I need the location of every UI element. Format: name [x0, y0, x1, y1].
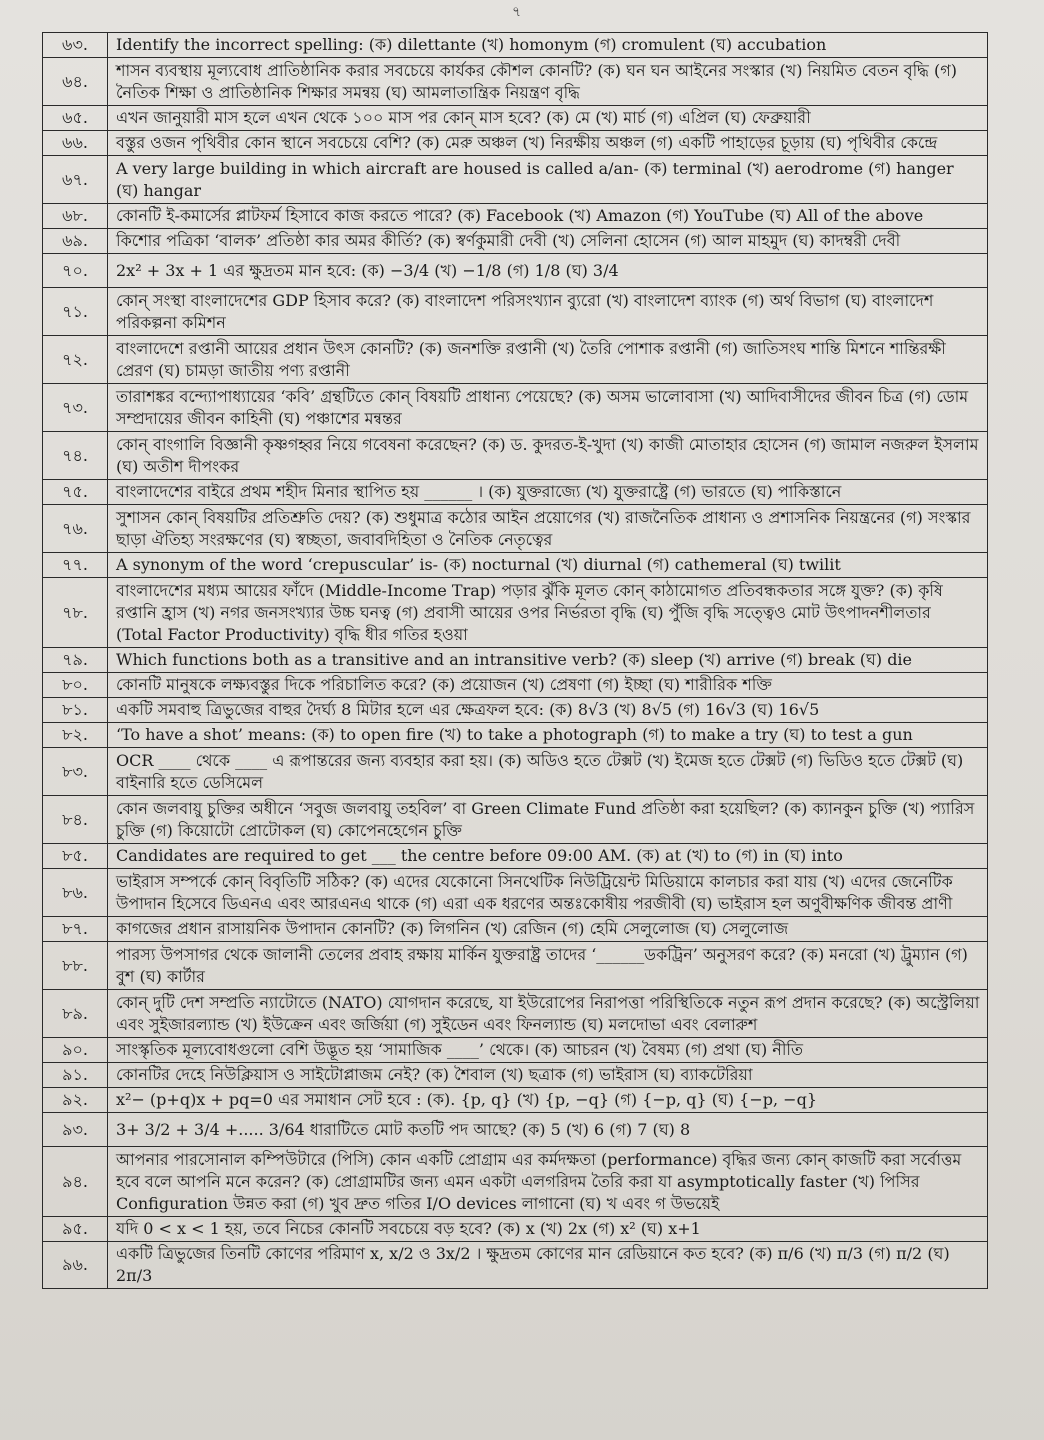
question-text: OCR ____ থেকে ____ এ রূপান্তরের জন্য ব্যবহার করা হয়। (ক) অডিও হতে টেক্সট (খ) ইমেজ হতে টেক্সট (গ) ভিডিও হতে টেক্সট (ঘ) বাইনারি হতে ডেসিমেল [108, 748, 988, 796]
question-row [43, 673, 988, 698]
question-text: কোনটি ই-কমার্সের প্লাটফর্ম হিসাবে কাজ করতে পারে? (ক) Facebook (খ) Amazon (গ) YouTube (ঘ) All of the above [108, 204, 988, 229]
question-text: ভাইরাস সম্পর্কে কোন্ বিবৃতিটি সঠিক? (ক) এদের যেকোনো সিনথেটিক নিউট্রিয়েন্ট মিডিয়ামে কালচার করা যায় (খ) এদের জেনেটিক উপাদান হিসেবে ডিএনএ এবং আরএনএ থাকে (গ) এরা এক ধরণের অন্তঃকোষীয় পরজীবী (ঘ) ভাইরাস হল অণুবীক্ষণিক জীবন্ত প্রাণী [108, 869, 988, 917]
question-text: কোন জলবায়ু চুক্তির অধীনে ‘সবুজ জলবায়ু তহবিল’ বা Green Climate Fund প্রতিষ্ঠা করা হয়েছিল? (ক) ক্যানকুন চুক্তি (খ) প্যারিস চুক্তি (গ) কিয়োটো প্রোটোকল (ঘ) কোপেনহেগেন চুক্তি [108, 796, 988, 844]
question-number: ৯২. [43, 1088, 108, 1113]
question-text: 3+ 3/2 + 3/4 +..... 3/64 ধারাটিতে মোট কতটি পদ আছে? (ক) 5 (খ) 6 (গ) 7 (ঘ) 8 [108, 1113, 988, 1147]
question-text: যদি 0 < x < 1 হয়, তবে নিচের কোনটি সবচেয়ে বড় হবে? (ক) x (খ) 2x (গ) x² (ঘ) x+1 [108, 1217, 988, 1242]
question-text: একটি সমবাহু ত্রিভুজের বাহুর দৈর্ঘ্য 8 মিটার হলে এর ক্ষেত্রফল হবে: (ক) 8√3 (খ) 8√5 (গ) 16√3 (ঘ) 16√5 [108, 698, 988, 723]
question-row [43, 578, 988, 648]
question-row [43, 1147, 988, 1217]
question-text: A synonym of the word ‘crepuscular’ is- (ক) nocturnal (খ) diurnal (গ) cathemeral (ঘ) twilit [108, 553, 988, 578]
question-number: ৭৬. [43, 505, 108, 553]
question-row [43, 505, 988, 553]
question-number: ৬৯. [43, 229, 108, 254]
question-text: আপনার পারসোনাল কম্পিউটারে (পিসি) কোন একটি প্রোগ্রাম এর কর্মদক্ষতা (performance) বৃদ্ধির জন্য কোন্ কাজটি করা সর্বোত্তম হবে বলে আপনি মনে করেন? (ক) প্রোগ্রামটির জন্য এমন একটা এলগরিদম তৈরি করা যা asymptotically faster (খ) পিসির Configuration উন্নত করা (গ) খুব দ্রুত গতির I/O devices লাগানো (ঘ) খ এবং গ উভয়েই [108, 1147, 988, 1217]
question-text: A very large building in which aircraft are housed is called a/an- (ক) terminal (খ) aerodrome (গ) hanger (ঘ) hangar [108, 156, 988, 204]
question-row [43, 917, 988, 942]
question-row [43, 869, 988, 917]
question-row [43, 1217, 988, 1242]
question-text: Which functions both as a transitive and an intransitive verb? (ক) sleep (খ) arrive (গ) break (ঘ) die [108, 648, 988, 673]
question-number: ৮৬. [43, 869, 108, 917]
question-number: ৮১. [43, 698, 108, 723]
question-number: ৯৫. [43, 1217, 108, 1242]
question-text: কোন্ সংস্থা বাংলাদেশের GDP হিসাব করে? (ক) বাংলাদেশ পরিসংখ্যান ব্যুরো (খ) বাংলাদেশ ব্যাংক (গ) অর্থ বিভাগ (ঘ) বাংলাদেশ পরিকল্পনা কমিশন [108, 288, 988, 336]
question-text: কাগজের প্রধান রাসায়নিক উপাদান কোনটি? (ক) লিগনিন (খ) রেজিন (গ) হেমি সেলুলোজ (ঘ) সেলুলোজ [108, 917, 988, 942]
question-number: ৮৪. [43, 796, 108, 844]
question-number: ৮৩. [43, 748, 108, 796]
question-row [43, 1038, 988, 1063]
question-row [43, 254, 988, 288]
question-number: ৭৭. [43, 553, 108, 578]
question-row [43, 990, 988, 1038]
question-text: সাংস্কৃতিক মূল্যবোধগুলো বেশি উদ্ভূত হয় ‘সামাজিক ____’ থেকে। (ক) আচরন (খ) বৈষম্য (গ) প্রথা (ঘ) নীতি [108, 1038, 988, 1063]
question-row [43, 156, 988, 204]
question-number: ৮৮. [43, 942, 108, 990]
question-row [43, 204, 988, 229]
question-number: ৮৯. [43, 990, 108, 1038]
question-number: ৯৩. [43, 1113, 108, 1147]
question-text: Identify the incorrect spelling: (ক) dilettante (খ) homonym (গ) cromulent (ঘ) accubation [108, 33, 988, 58]
question-number: ৮০. [43, 673, 108, 698]
question-text: x²− (p+q)x + pq=0 এর সমাধান সেট হবে : (ক). {p, q} (খ) {p, −q} (গ) {−p, q} (ঘ) {−p, −q} [108, 1088, 988, 1113]
question-text: একটি ত্রিভুজের তিনটি কোণের পরিমাণ x, x/2 ও 3x/2 । ক্ষুদ্রতম কোণের মান রেডিয়ানে কত হবে? (ক) π/6 (খ) π/3 (গ) π/2 (ঘ) 2π/3 [108, 1242, 988, 1289]
question-text: 2x² + 3x + 1 এর ক্ষুদ্রতম মান হবে: (ক) −3/4 (খ) −1/8 (গ) 1/8 (ঘ) 3/4 [108, 254, 988, 288]
question-row [43, 1242, 988, 1289]
question-text: বাংলাদেশের মধ্যম আয়ের ফাঁদে (Middle-Income Trap) পড়ার ঝুঁকি মূলত কোন্ কাঠামোগত প্রতিবন্ধকতার সঙ্গে যুক্ত? (ক) কৃষি রপ্তানি হ্রাস (খ) নগর জনসংখ্যার উচ্চ ঘনত্ব (গ) প্রবাসী আয়ের ওপর নির্ভরতা বৃদ্ধি (ঘ) পুঁজি বৃদ্ধি সত্ত্বেও মোট উৎপাদনশীলতার (Total Factor Productivity) বৃদ্ধি ধীর গতির হওয়া [108, 578, 988, 648]
question-row [43, 1088, 988, 1113]
question-number: ৭৪. [43, 432, 108, 480]
question-text: ‘To have a shot’ means: (ক) to open fire (খ) to take a photograph (গ) to make a try (ঘ) to test a gun [108, 723, 988, 748]
question-text: কিশোর পত্রিকা ‘বালক’ প্রতিষ্ঠা কার অমর কীর্তি? (ক) স্বর্ণকুমারী দেবী (খ) সেলিনা হোসেন (গ) আল মাহমুদ (ঘ) কাদম্বরী দেবী [108, 229, 988, 254]
question-row [43, 1113, 988, 1147]
question-text: কোন্ বাংগালি বিজ্ঞানী কৃষ্ণগহ্বর নিয়ে গবেষনা করেছেন? (ক) ড. কুদরত-ই-খুদা (খ) কাজী মোতাহার হোসেন (গ) জামাল নজরুল ইসলাম (ঘ) অতীশ দীপংকর [108, 432, 988, 480]
question-text: পারস্য উপসাগর থেকে জালানী তেলের প্রবাহ রক্ষায় মার্কিন যুক্তরাষ্ট্র তাদের ‘______ডকট্রিন’ অনুসরণ করে? (ক) মনরো (খ) ট্রুম্যান (গ) বুশ (ঘ) কার্টার [108, 942, 988, 990]
question-number: ৭৩. [43, 384, 108, 432]
question-number: ৬৫. [43, 106, 108, 131]
question-number: ৭৫. [43, 480, 108, 505]
question-row [43, 480, 988, 505]
page-number: ৭ [512, 4, 522, 20]
question-number: ৬৬. [43, 131, 108, 156]
question-text: শাসন ব্যবস্থায় মূল্যবোধ প্রাতিষ্ঠানিক করার সবচেয়ে কার্যকর কৌশল কোনটি? (ক) ঘন ঘন আইনের সংস্কার (খ) নিয়মিত বেতন বৃদ্ধি (গ) নৈতিক শিক্ষা ও প্রাতিষ্ঠানিক শিক্ষার সমন্বয় (ঘ) আমলাতান্ত্রিক নিয়ন্ত্রণ বৃদ্ধি [108, 58, 988, 106]
question-row [43, 1063, 988, 1088]
question-number: ৮৭. [43, 917, 108, 942]
question-number: ৭৯. [43, 648, 108, 673]
question-row [43, 131, 988, 156]
question-text: কোন্ দুটি দেশ সম্প্রতি ন্যাটোতে (NATO) যোগদান করেছে, যা ইউরোপের নিরাপত্তা পরিস্থিতিকে নতুন রূপ প্রদান করেছে? (ক) অস্ট্রেলিয়া এবং সুইজারল্যান্ড (খ) ইউক্রেন এবং জর্জিয়া (গ) সুইডেন এবং ফিনল্যান্ড (ঘ) মলদোভা এবং বেলারুশ [108, 990, 988, 1038]
question-row [43, 336, 988, 384]
question-text: বস্তুর ওজন পৃথিবীর কোন স্থানে সবচেয়ে বেশি? (ক) মেরু অঞ্চল (খ) নিরক্ষীয় অঞ্চল (গ) একটি পাহাড়ের চূড়ায় (ঘ) পৃথিবীর কেন্দ্রে [108, 131, 988, 156]
question-number: ৭২. [43, 336, 108, 384]
question-row [43, 796, 988, 844]
question-number: ৯০. [43, 1038, 108, 1063]
question-row [43, 553, 988, 578]
question-row [43, 648, 988, 673]
question-number: ৬৮. [43, 204, 108, 229]
question-row [43, 723, 988, 748]
question-row [43, 384, 988, 432]
question-text: বাংলাদেশে রপ্তানী আয়ের প্রধান উৎস কোনটি? (ক) জনশক্তি রপ্তানী (খ) তৈরি পোশাক রপ্তানী (গ) জাতিসংঘ শান্তি মিশনে শান্তিরক্ষী প্রেরণ (ঘ) চামড়া জাতীয় পণ্য রপ্তানী [108, 336, 988, 384]
question-text: বাংলাদেশের বাইরে প্রথম শহীদ মিনার স্থাপিত হয় ______ । (ক) যুক্তরাজ্যে (খ) যুক্তরাষ্ট্রে (গ) ভারতে (ঘ) পাকিস্তানে [108, 480, 988, 505]
question-number: ৮২. [43, 723, 108, 748]
question-text: তারাশঙ্কর বন্দ্যোপাধ্যায়ের ‘কবি’ গ্রন্থটিতে কোন্ বিষয়টি প্রাধান্য পেয়েছে? (ক) অসম ভালোবাসা (খ) আদিবাসীদের জীবন চিত্র (গ) ডোম সম্প্রদায়ের জীবন কাহিনী (ঘ) পঞ্চাশের মন্বন্তর [108, 384, 988, 432]
question-table [42, 32, 988, 1289]
question-text: এখন জানুয়ারী মাস হলে এখন থেকে ১০০ মাস পর কোন্ মাস হবে? (ক) মে (খ) মার্চ (গ) এপ্রিল (ঘ) ফেব্রুয়ারী [108, 106, 988, 131]
question-number: ৬৭. [43, 156, 108, 204]
question-row [43, 58, 988, 106]
question-number: ৯৪. [43, 1147, 108, 1217]
question-text: সুশাসন কোন্ বিষয়টির প্রতিশ্রুতি দেয়? (ক) শুধুমাত্র কঠোর আইন প্রয়োগের (খ) রাজনৈতিক প্রাধান্য ও প্রশাসনিক নিয়ন্ত্রনের (গ) সংস্কার ছাড়া ঐতিহ্য সংরক্ষণের (ঘ) স্বচ্ছতা, জবাবদিহিতা ও নৈতিক নেতৃত্বের [108, 505, 988, 553]
question-row [43, 106, 988, 131]
question-row [43, 33, 988, 58]
question-row [43, 748, 988, 796]
question-number: ৭০. [43, 254, 108, 288]
question-row [43, 288, 988, 336]
question-text: Candidates are required to get ___ the centre before 09:00 AM. (ক) at (খ) to (গ) in (ঘ) into [108, 844, 988, 869]
question-number: ৯৬. [43, 1242, 108, 1289]
question-row [43, 229, 988, 254]
question-text: কোনটির দেহে নিউক্লিয়াস ও সাইটোপ্লাজম নেই? (ক) শৈবাল (খ) ছত্রাক (গ) ভাইরাস (ঘ) ব্যাকটেরিয়া [108, 1063, 988, 1088]
question-row [43, 844, 988, 869]
question-number: ৭৮. [43, 578, 108, 648]
question-number: ৬৪. [43, 58, 108, 106]
question-number: ৭১. [43, 288, 108, 336]
question-row [43, 698, 988, 723]
question-row [43, 432, 988, 480]
question-text: কোনটি মানুষকে লক্ষ্যবস্তুর দিকে পরিচালিত করে? (ক) প্রয়োজন (খ) প্রেষণা (গ) ইচ্ছা (ঘ) শারীরিক শক্তি [108, 673, 988, 698]
question-number: ৯১. [43, 1063, 108, 1088]
question-number: ৬৩. [43, 33, 108, 58]
question-row [43, 942, 988, 990]
question-number: ৮৫. [43, 844, 108, 869]
